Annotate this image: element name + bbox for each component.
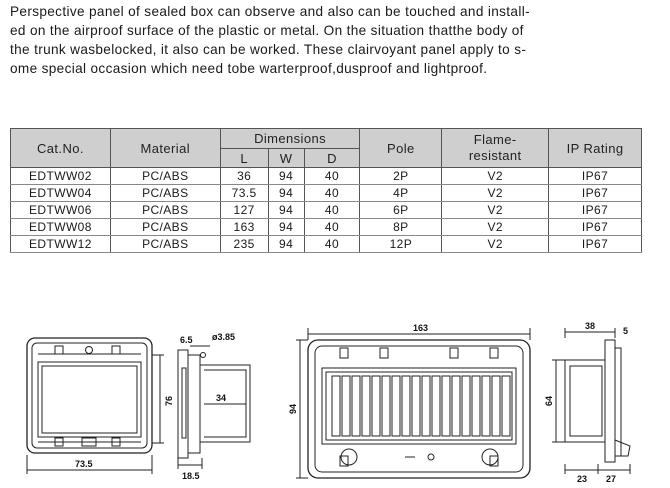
cell-cat: EDTWW08 bbox=[11, 219, 111, 236]
terminal-slots bbox=[332, 376, 510, 436]
table-row bbox=[11, 202, 642, 219]
header-dim-w: W bbox=[268, 149, 304, 168]
intro-line: ed on the airproof surface of the plastic or metal. On the situation thatthe body of bbox=[10, 23, 524, 38]
cell-ip: IP67 bbox=[549, 168, 642, 185]
dim-side-depth: 34 bbox=[216, 393, 227, 403]
header-flame-resistant bbox=[442, 129, 549, 168]
cell-d: 40 bbox=[304, 236, 360, 253]
cell-flame: V2 bbox=[442, 168, 549, 185]
cell-flame: V2 bbox=[442, 219, 549, 236]
intro-paragraph bbox=[10, 2, 662, 78]
dim-front-width: 73.5 bbox=[75, 459, 93, 469]
dim-right-height: 64 bbox=[544, 395, 554, 406]
cell-d: 40 bbox=[304, 185, 360, 202]
dim-right-top: 38 bbox=[585, 321, 596, 331]
cell-ip: IP67 bbox=[549, 185, 642, 202]
cell-cat: EDTWW04 bbox=[11, 185, 111, 202]
cell-l: 163 bbox=[220, 219, 268, 236]
cell-pole: 2P bbox=[360, 168, 442, 185]
cell-cat: EDTWW06 bbox=[11, 202, 111, 219]
cell-w: 94 bbox=[268, 236, 304, 253]
intro-line: Perspective panel of sealed box can observe and also can be touched and install- bbox=[10, 4, 530, 19]
table-row bbox=[11, 219, 642, 236]
header-material: Material bbox=[110, 129, 220, 168]
cell-flame: V2 bbox=[442, 185, 549, 202]
cell-d: 40 bbox=[304, 202, 360, 219]
header-cat-no: Cat.No. bbox=[11, 129, 111, 168]
dim-long-width: 163 bbox=[413, 323, 429, 333]
cell-pole: 8P bbox=[360, 219, 442, 236]
cell-material: PC/ABS bbox=[110, 219, 220, 236]
intro-line: ome special occasion which need tobe warterproof,dusproof and lightproof. bbox=[10, 61, 488, 76]
spec-table bbox=[10, 128, 642, 253]
long-view-drawing bbox=[296, 328, 530, 478]
cell-w: 94 bbox=[268, 202, 304, 219]
cell-w: 94 bbox=[268, 185, 304, 202]
dim-front-height: 76 bbox=[164, 395, 174, 406]
dim-side-bottom: 18.5 bbox=[182, 471, 200, 481]
cell-w: 94 bbox=[268, 219, 304, 236]
header-flame-text: Flame-resistant bbox=[468, 132, 522, 163]
cell-l: 127 bbox=[220, 202, 268, 219]
technical-drawings bbox=[0, 310, 670, 488]
side-view-drawing bbox=[178, 346, 250, 469]
dim-side-hole: ø3.85 bbox=[212, 332, 236, 342]
header-pole: Pole bbox=[360, 129, 442, 168]
intro-line: the trunk wasbelocked, it also can be worked. These clairvoyant panel apply to s- bbox=[10, 42, 527, 57]
cell-ip: IP67 bbox=[549, 219, 642, 236]
cell-material: PC/ABS bbox=[110, 236, 220, 253]
cell-l: 235 bbox=[220, 236, 268, 253]
header-ip-rating: IP Rating bbox=[549, 129, 642, 168]
dim-right-bottom-left: 23 bbox=[577, 474, 588, 484]
cell-pole: 4P bbox=[360, 185, 442, 202]
cell-d: 40 bbox=[304, 219, 360, 236]
header-dim-l: L bbox=[220, 149, 268, 168]
cell-ip: IP67 bbox=[549, 236, 642, 253]
cell-flame: V2 bbox=[442, 236, 549, 253]
front-view-drawing bbox=[27, 338, 164, 474]
dim-right-tab: 5 bbox=[623, 326, 629, 336]
cell-cat: EDTWW02 bbox=[11, 168, 111, 185]
dim-right-bottom-right: 27 bbox=[606, 474, 617, 484]
cell-material: PC/ABS bbox=[110, 185, 220, 202]
table-row bbox=[11, 168, 642, 185]
cell-l: 73.5 bbox=[220, 185, 268, 202]
cell-ip: IP67 bbox=[549, 202, 642, 219]
dim-long-height: 94 bbox=[288, 403, 298, 414]
table-row bbox=[11, 236, 642, 253]
cell-flame: V2 bbox=[442, 202, 549, 219]
dim-side-top: 6.5 bbox=[180, 335, 193, 345]
cell-material: PC/ABS bbox=[110, 168, 220, 185]
cell-cat: EDTWW12 bbox=[11, 236, 111, 253]
cell-pole: 6P bbox=[360, 202, 442, 219]
cell-material: PC/ABS bbox=[110, 202, 220, 219]
table-row bbox=[11, 185, 642, 202]
cell-l: 36 bbox=[220, 168, 268, 185]
cell-pole: 12P bbox=[360, 236, 442, 253]
right-view-drawing bbox=[552, 328, 630, 474]
cell-d: 40 bbox=[304, 168, 360, 185]
cell-w: 94 bbox=[268, 168, 304, 185]
header-dim-d: D bbox=[304, 149, 360, 168]
header-dimensions: Dimensions bbox=[220, 129, 360, 149]
